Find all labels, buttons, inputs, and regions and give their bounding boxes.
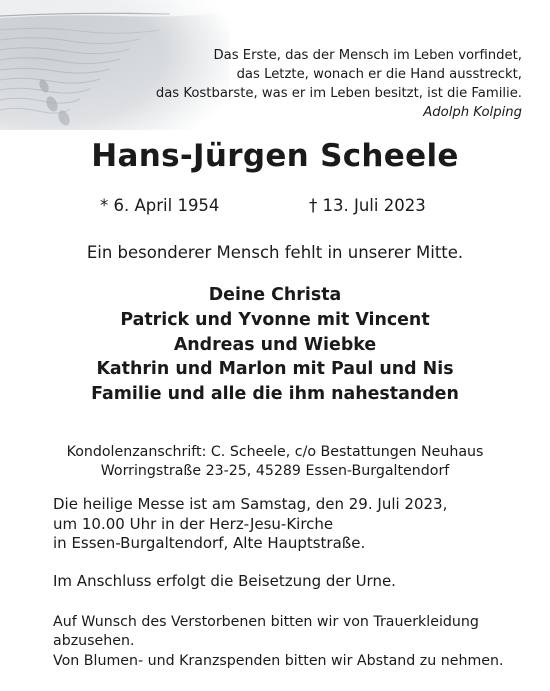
birth-date: * 6. April 1954 <box>100 196 220 215</box>
condolence-address <box>0 443 550 481</box>
mourning-dress-note <box>53 613 533 651</box>
quote-author: Adolph Kolping <box>423 105 522 120</box>
death-date: † 13. Juli 2023 <box>309 196 426 215</box>
mass-line: um 10.00 Uhr in der Herz-Jesu-Kirche <box>53 514 334 533</box>
mourner-line: Familie und alle die ihm nahestanden <box>91 384 459 405</box>
mourners-list <box>0 283 550 407</box>
burial-info: Im Anschluss erfolgt die Beisetzung der Urne. <box>53 572 396 590</box>
mass-info <box>53 495 533 554</box>
quote-line: Das Erste, das der Mensch im Leben vorfindet, <box>213 48 522 63</box>
wish-line: abzusehen. <box>53 633 135 649</box>
quote-line: das Kostbarste, was er im Leben besitzt, ist die Familie. <box>155 86 522 101</box>
address-line: Worringstraße 23-25, 45289 Essen-Burgaltendorf <box>100 463 450 479</box>
mass-line: Die heilige Messe ist am Samstag, den 29. Juli 2023, <box>53 495 448 513</box>
mourner-line: Deine Christa <box>208 285 342 305</box>
wish-line: Auf Wunsch des Verstorbenen bitten wir von Trauerkleidung <box>53 614 479 630</box>
quote-block <box>52 46 522 122</box>
mourner-line: Andreas und Wiebke <box>173 334 377 355</box>
mass-line: in Essen-Burgaltendorf, Alte Hauptstraße. <box>53 534 366 552</box>
motto-line: Ein besonderer Mensch fehlt in unserer Mitte. <box>86 243 464 262</box>
quote-line: das Letzte, wonach er die Hand ausstreckt, <box>236 67 522 82</box>
deceased-name: Hans-Jürgen Scheele <box>91 138 459 174</box>
address-line: Kondolenzanschrift: C. Scheele, c/o Bestattungen Neuhaus <box>66 444 484 460</box>
mourner-line: Patrick und Yvonne mit Vincent <box>120 309 430 330</box>
flowers-note: Von Blumen- und Kranzspenden bitten wir Abstand zu nehmen. <box>53 653 504 669</box>
mourner-line: Kathrin und Marlon mit Paul und Nis <box>96 359 454 380</box>
